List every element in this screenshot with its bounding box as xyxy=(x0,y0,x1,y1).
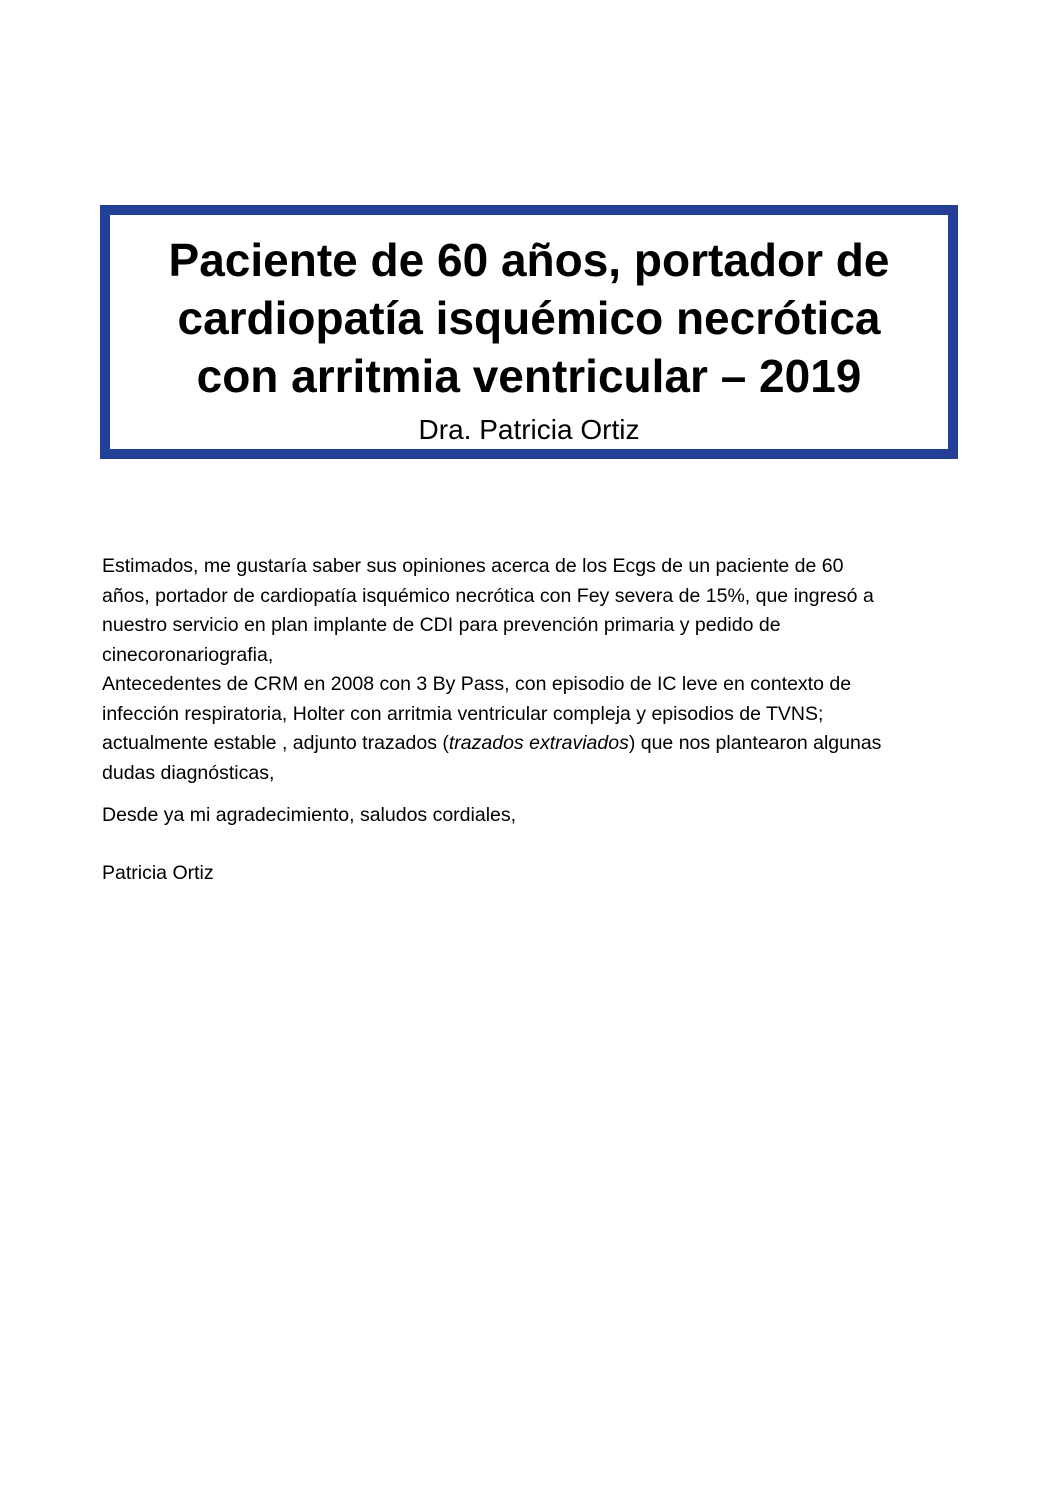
paragraph-1-line-4: cinecoronariografia, xyxy=(102,643,274,666)
paragraph-gap xyxy=(102,831,982,859)
paragraph-1-line-5: Antecedentes de CRM en 2008 con 3 By Pass, con episodio de IC leve en contexto de xyxy=(102,673,852,695)
paragraph-1-line-7-start: actualmente estable , adjunto trazados ( xyxy=(102,732,449,754)
signature: Patricia Ortiz xyxy=(102,861,214,884)
letter-body xyxy=(102,552,982,888)
paragraph-1-line-3: nuestro servicio en plan implante de CDI para prevención primaria y pedido de xyxy=(102,614,781,636)
paragraph-1-line-1: Estimados, me gustaría saber sus opiniones acerca de los Ecgs de un paciente de 60 xyxy=(102,555,844,577)
closing-paragraph: Desde ya mi agradecimiento, saludos cordiales, xyxy=(102,804,517,826)
paragraph-1-line-7 xyxy=(102,729,982,759)
paragraph-1-line-2: años, portador de cardiopatía isquémico necrótica con Fey severa de 15%, que ingresó a xyxy=(102,584,874,607)
title-line-2: cardiopatía isquémico necrótica xyxy=(177,292,881,344)
author-name: Dra. Patricia Ortiz xyxy=(418,414,640,445)
title-line-3: con arritmia ventricular – 2019 xyxy=(196,350,862,402)
title-line-1: Paciente de 60 años, portador de xyxy=(168,234,890,286)
title-box xyxy=(100,205,958,459)
paragraph-1-line-8: dudas diagnósticas, xyxy=(102,761,275,784)
paragraph-gap xyxy=(102,788,982,801)
paragraph-1-line-7-end: ) que nos plantearon algunas xyxy=(628,732,882,754)
paragraph-1-line-6: infección respiratoria, Holter con arritmia ventricular compleja y episodios de TVNS; xyxy=(102,702,824,725)
italic-note: trazados extraviados xyxy=(448,732,629,754)
